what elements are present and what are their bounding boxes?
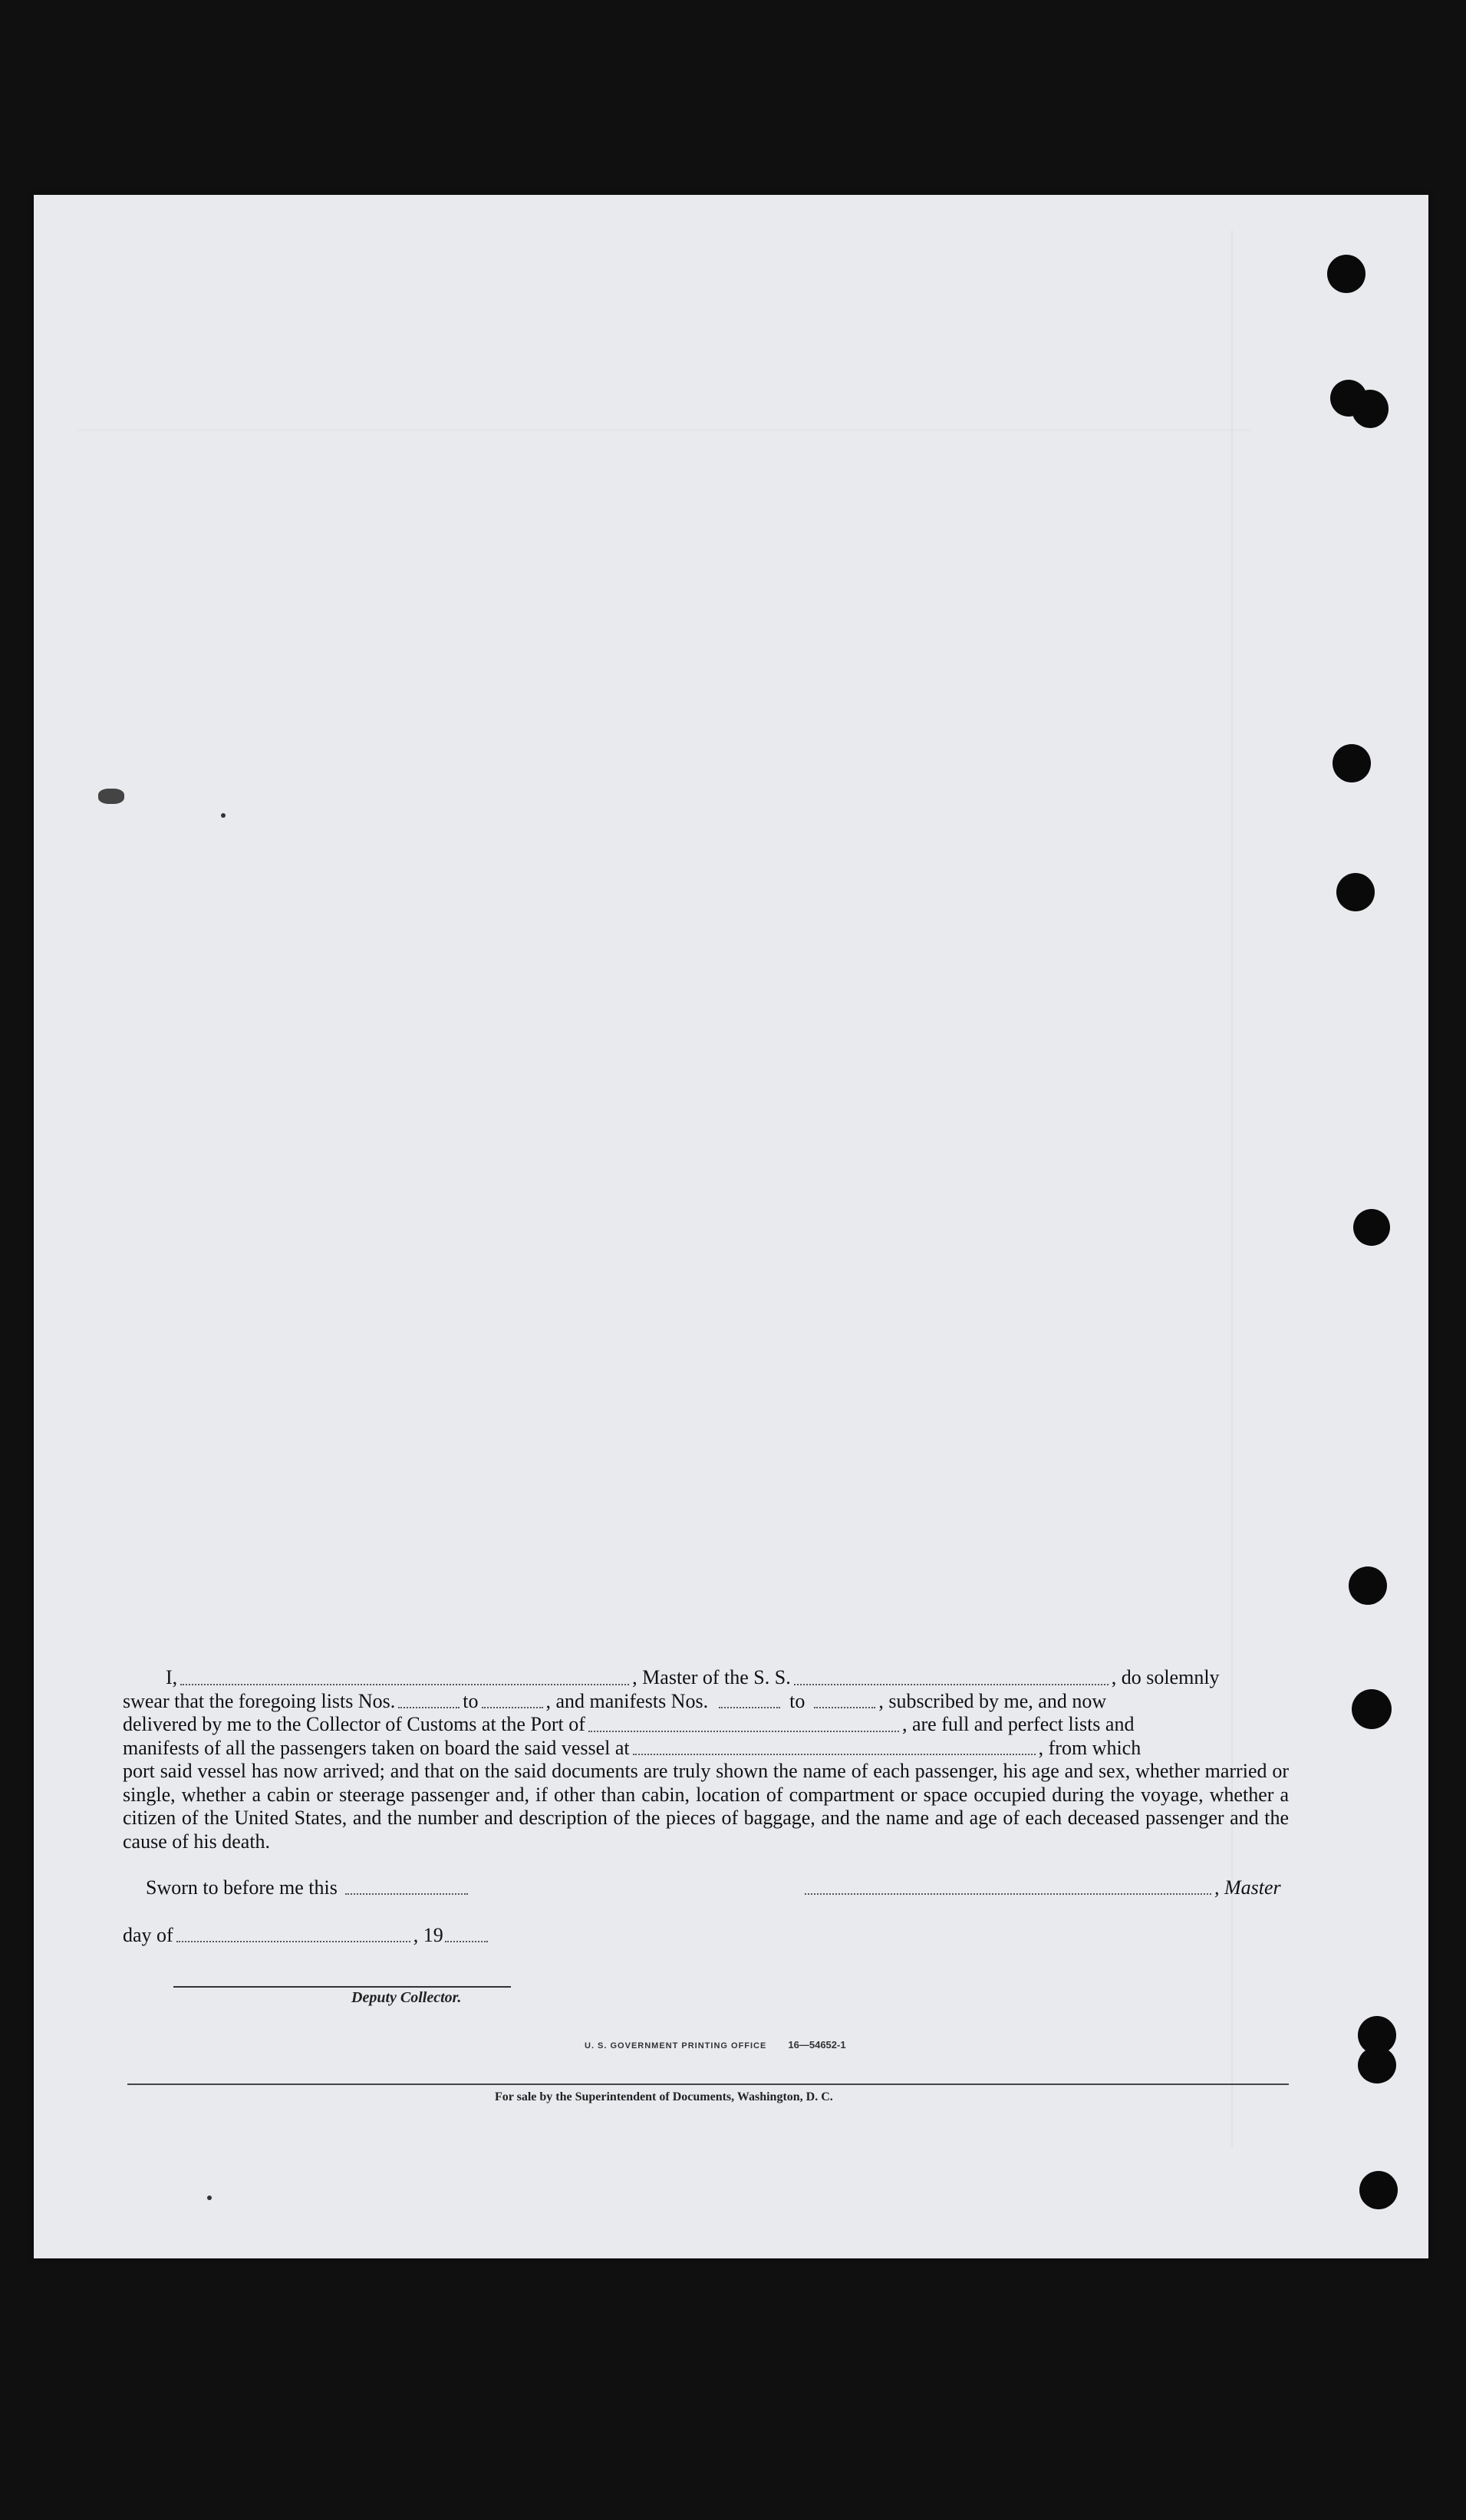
punch-hole [1333,744,1371,782]
oath-i: I, [166,1666,178,1688]
sworn-before [146,1876,471,1899]
blank-manifest-from[interactable] [719,1692,780,1708]
blank-sworn-day[interactable] [345,1878,468,1895]
sworn-before-label: Sworn to before me this [146,1876,338,1899]
form-code: 16—54652-1 [788,2039,846,2051]
oath-line-1 [123,1666,1289,1690]
punch-hole [1352,1689,1392,1729]
printing-office-label: U. S. GOVERNMENT PRINTING OFFICE [585,2041,767,2051]
oath-from-which: , from which [1038,1736,1142,1759]
blank-list-from[interactable] [398,1692,460,1708]
day-of-line [123,1924,491,1947]
punch-hole [1327,255,1366,293]
punch-hole [1359,2171,1398,2209]
ink-speck [207,2196,212,2200]
for-sale-note: For sale by the Superintendent of Documents, Washington, D. C. [495,2090,833,2103]
ink-speck [221,813,226,818]
footer-rule [127,2084,1289,2085]
oath-master-of-ss: , Master of the S. S. [632,1666,791,1688]
master-signature-line [802,1876,1281,1899]
oath-line-4 [123,1737,1289,1761]
oath-line-2 [123,1690,1289,1714]
document-page [34,195,1428,2258]
oath-paragraph [123,1666,1289,1853]
oath-manifests-all: manifests of all the passengers taken on board the said vessel at [123,1736,630,1759]
master-label: , Master [1214,1876,1281,1899]
oath-delivered: delivered by me to the Collector of Customs at the Port of [123,1713,585,1735]
oath-line-3 [123,1713,1289,1737]
blank-vessel-name[interactable] [794,1668,1109,1685]
blank-month[interactable] [176,1925,410,1942]
punch-hole [1353,1209,1390,1246]
blank-master-signature[interactable] [805,1878,1211,1895]
deputy-signature-rule [173,1986,511,1988]
oath-subscribed: , subscribed by me, and now [878,1689,1107,1712]
oath-swear-lists: swear that the foregoing lists Nos. [123,1689,396,1712]
punch-hole [1358,2047,1396,2084]
ink-speck [98,789,124,804]
blank-port[interactable] [588,1715,899,1732]
blank-year[interactable] [445,1925,488,1942]
day-of-label: day of [123,1924,173,1946]
blank-list-to[interactable] [482,1692,543,1708]
faint-column-rule [1231,230,1233,2148]
punch-hole [1352,390,1389,428]
blank-port-of-departure[interactable] [633,1738,1036,1755]
oath-full-perfect: , are full and perfect lists and [901,1713,1135,1735]
blank-manifest-to[interactable] [814,1692,875,1708]
oath-to-2: to [789,1689,805,1712]
oath-body-text: port said vessel has now arrived; and that on the said documents are truly shown the name of each passenger, his age and sex, whether married or single, whether a cabin or steerage passenger and, if other than cabin, location of compartment or space occupied during the voyage, whether a citizen of the United States, and the number and description of the pieces of baggage, and the name and age of each deceased passenger and the cause of his death. [123,1760,1289,1853]
punch-hole [1349,1566,1387,1605]
punch-hole [1336,873,1375,911]
oath-and-manifests: , and manifests Nos. [545,1689,709,1712]
year-prefix: , 19 [413,1924,443,1946]
deputy-collector-label: Deputy Collector. [351,1989,462,2006]
printing-office-imprint [585,2039,846,2051]
oath-do-solemnly: , do solemnly [1111,1666,1220,1688]
blank-master-name[interactable] [180,1668,629,1685]
oath-to-1: to [463,1689,479,1712]
